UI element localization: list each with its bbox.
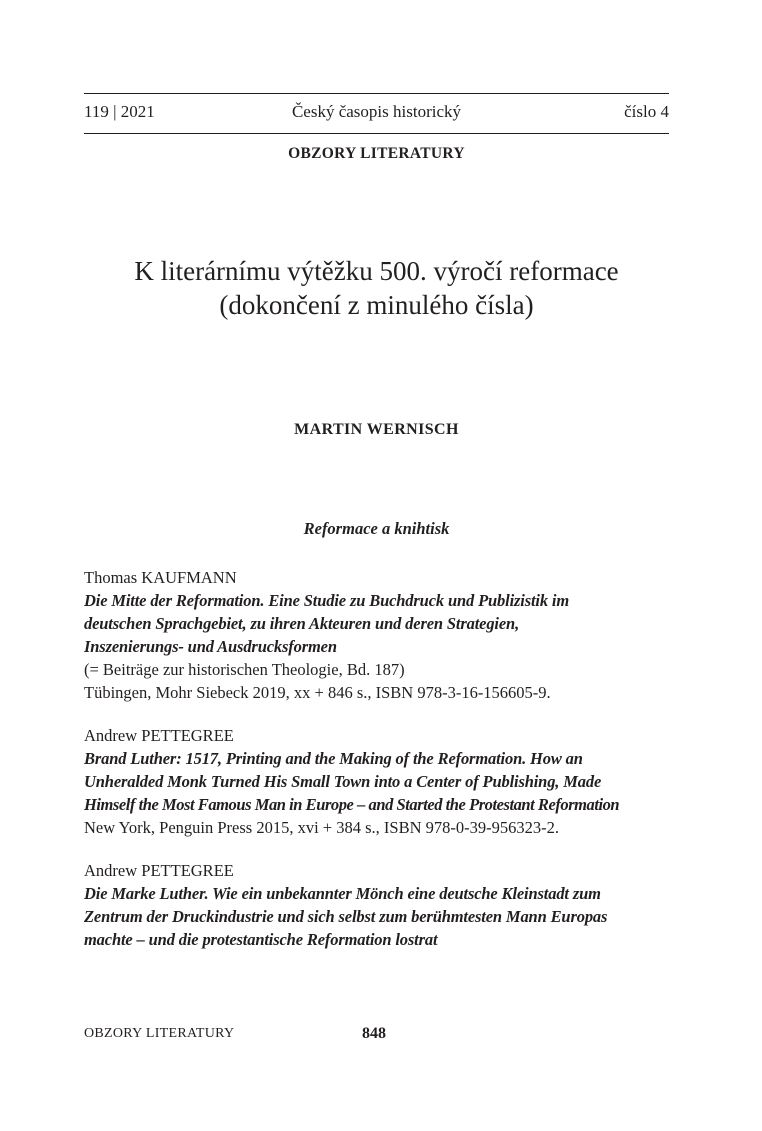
article-author: MARTIN WERNISCH [294,421,459,438]
footer-section-label: OBZORY LITERATURY [84,1026,235,1041]
section-label: OBZORY LITERATURY [288,145,465,162]
page-number: 848 [362,1025,386,1042]
header-top-rule [84,93,669,94]
article-title [84,254,669,322]
entry-title-line: Himself the Most Famous Man in Europe – and Started the Protestant Reformation [84,795,620,814]
entry-series: (= Beiträge zur historischen Theologie, Bd. 187) [84,660,405,679]
entry-author: Thomas KAUFMANN [84,568,237,587]
volume-year: 119 | 2021 [84,102,155,121]
header-bottom-rule [84,133,669,134]
entry-author: Andrew PETTEGREE [84,726,234,745]
entry-publication: New York, Penguin Press 2015, xvi + 384 s., ISBN 978-0-39-956323-2. [84,818,559,837]
issue-number: číslo 4 [624,102,669,121]
entry-title-line: Unheralded Monk Turned His Small Town into a Center of Publishing, Made [84,772,602,791]
entry-title-line: Inszenierungs- und Ausdrucksformen [84,637,337,656]
entry-title-line: Die Mitte der Reformation. Eine Studie zu Buchdruck und Publizistik im [84,591,570,610]
bibliography-list [84,566,674,971]
entry-author: Andrew PETTEGREE [84,861,234,880]
entry-title-line: Brand Luther: 1517, Printing and the Making of the Reformation. How an [84,749,583,768]
subsection-heading: Reformace a knihtisk [303,519,450,538]
entry-publication: Tübingen, Mohr Siebeck 2019, xx + 846 s., ISBN 978-3-16-156605-9. [84,683,551,702]
entry-title-line: Die Marke Luther. Wie ein unbekannter Mönch eine deutsche Kleinstadt zum [84,884,601,903]
journal-name: Český časopis historický [291,102,462,121]
entry-title-line: machte – und die protestantische Reformation lostrat [84,930,438,949]
running-header [84,101,669,125]
bibliography-entry [84,566,674,704]
article-title-line: K literárnímu výtěžku 500. výročí reformace [134,256,619,286]
entry-title-line: deutschen Sprachgebiet, zu ihren Akteuren und deren Strategien, [84,614,520,633]
bibliography-entry [84,724,674,839]
bibliography-entry [84,859,674,951]
entry-title-line: Zentrum der Druckindustrie und sich selbst zum berühmtesten Mann Europas [84,907,608,926]
article-subtitle-line: (dokončení z minulého čísla) [219,290,534,320]
